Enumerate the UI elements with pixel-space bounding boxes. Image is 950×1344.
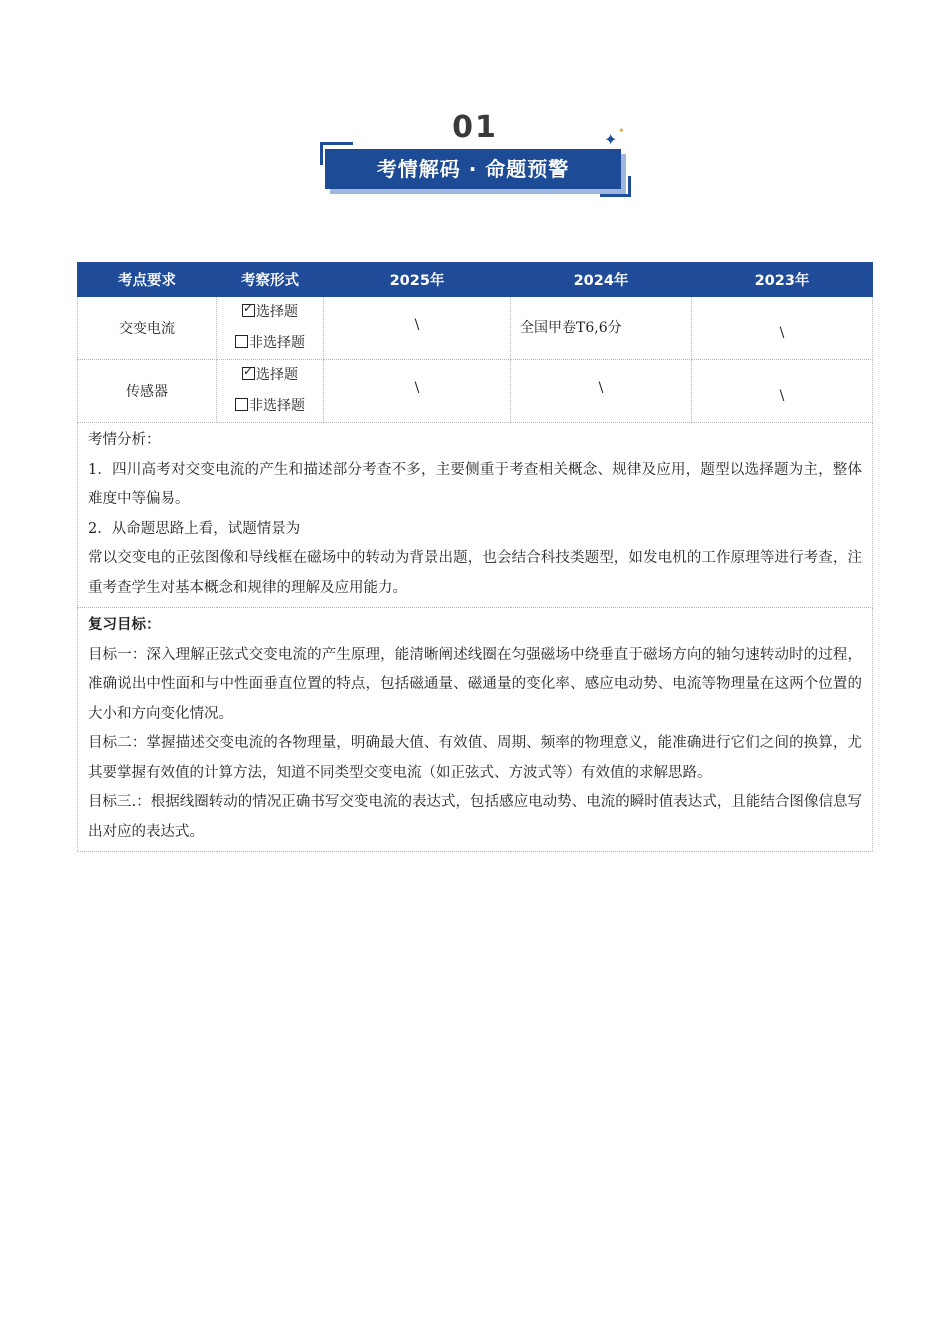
- column-header: 2025年: [324, 263, 511, 297]
- form-option-nonchoice: [217, 328, 323, 359]
- analysis-section: [78, 423, 873, 608]
- form-nonchoice-label: 非选择题: [249, 398, 305, 414]
- column-header: 2023年: [692, 263, 873, 297]
- form-nonchoice-label: 非选择题: [249, 335, 305, 351]
- column-header: 考点要求: [78, 263, 217, 297]
- analysis-paragraph: 1．四川高考对交变电流的产生和描述部分考查不多，主要侧重于考查相关概念、规律及应用，题型以选择题为主，整体难度中等偏易。: [88, 461, 862, 507]
- year-2024-cell: 全国甲卷T6,6分: [511, 297, 692, 360]
- review-goal: 目标二：掌握描述交变电流的各物理量，明确最大值、有效值、周期、频率的物理意义，能准确进行它们之间的换算，尤其要掌握有效值的计算方法，知道不同类型交变电流（如正弦式、方波式等）有效值的求解思路。: [88, 735, 862, 781]
- year-2025-cell: \: [324, 360, 511, 423]
- review-row: [78, 608, 873, 852]
- section-header: [300, 108, 650, 203]
- table-row: [78, 360, 873, 423]
- unchecked-box-icon: [235, 335, 248, 348]
- column-header: 考察形式: [217, 263, 324, 297]
- unchecked-box-icon: [235, 398, 248, 411]
- review-goal: 目标三.：根据线圈转动的情况正确书写交变电流的表达式，包括感应电动势、电流的瞬时值表达式，且能结合图像信息写出对应的表达式。: [88, 794, 862, 840]
- year-2024-cell: \: [511, 360, 692, 423]
- review-goal: 目标一：深入理解正弦式交变电流的产生原理，能清晰阐述线圈在匀强磁场中绕垂直于磁场方向的轴匀速转动时的过程，准确说出中性面和与中性面垂直位置的特点，包括磁通量、磁通量的变化率、感应电动势、电流等物理量在这两个位置的大小和方向变化情况。: [88, 646, 862, 722]
- decorative-bracket-right: [600, 176, 631, 197]
- year-2023-cell: \: [692, 360, 873, 423]
- column-header: 2024年: [511, 263, 692, 297]
- form-choice-label: 选择题: [256, 367, 298, 383]
- form-option-choice: [217, 360, 323, 391]
- review-section: [78, 608, 873, 852]
- topic-cell: 传感器: [78, 360, 217, 423]
- year-2025-cell: \: [324, 297, 511, 360]
- table-row: [78, 297, 873, 360]
- form-choice-label: 选择题: [256, 304, 298, 320]
- exam-info-table: [77, 262, 873, 852]
- checked-box-icon: ✓: [243, 301, 254, 315]
- topic-cell: 交变电流: [78, 297, 217, 360]
- form-option-nonchoice: [217, 391, 323, 422]
- form-option-choice: [217, 297, 323, 328]
- review-title: 复习目标：: [88, 617, 161, 633]
- sparkle-icon: ✦: [604, 130, 618, 149]
- analysis-paragraph: 2．从命题思路上看，试题情景为: [88, 520, 301, 537]
- year-2023-cell: \: [692, 297, 873, 360]
- form-cell: [217, 360, 324, 423]
- section-banner-title: 考情解码 · 命题预警: [325, 149, 621, 189]
- table-header-row: [78, 263, 873, 297]
- analysis-row: [78, 423, 873, 608]
- checked-box-icon: ✓: [243, 364, 254, 378]
- form-cell: [217, 297, 324, 360]
- sparkle-small-icon: ✦: [618, 126, 625, 135]
- analysis-paragraph: 常以交变电的正弦图像和导线框在磁场中的转动为背景出题，也会结合科技类题型，如发电机的工作原理等进行考查，注重考查学生对基本概念和规律的理解及应用能力。: [88, 550, 862, 596]
- analysis-title: 考情分析：: [88, 432, 161, 448]
- section-number: 01: [452, 110, 498, 145]
